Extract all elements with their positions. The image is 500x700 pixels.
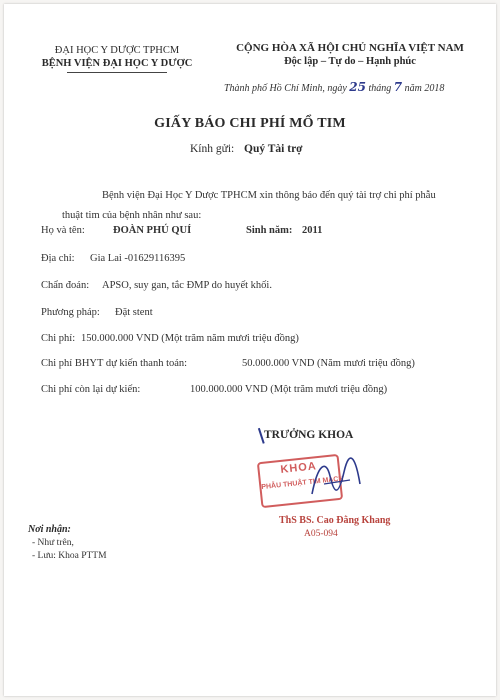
patient-name: ĐOÀN PHÚ QUÍ (113, 225, 192, 236)
signature-title: TRƯỞNG KHOA (264, 429, 354, 441)
date-year: năm 2018 (404, 83, 445, 94)
birth-year-label: Sinh năm: (246, 225, 293, 236)
patient-name-label: Họ và tên: (41, 225, 85, 236)
insurance-cost-value: 50.000.000 VND (Năm mươi triệu đồng) (242, 358, 415, 369)
recipient-item: - Như trên, (32, 538, 74, 548)
hospital-header (32, 44, 202, 73)
handwritten-signature-icon (304, 454, 364, 504)
address-label: Địa chỉ: (41, 253, 75, 264)
header-underline (67, 72, 167, 73)
date-month: 7 (393, 80, 403, 94)
diagnosis-label: Chẩn đoán: (41, 280, 90, 291)
date-line (224, 80, 444, 94)
remaining-cost-value: 100.000.000 VND (Một trăm mươi triệu đồng) (190, 384, 388, 395)
greeting-recipient: Quý Tài trợ (244, 143, 303, 155)
document-title: GIẤY BÁO CHI PHÍ MỔ TIM (154, 116, 346, 131)
total-cost-value: 150.000.000 VND (Một trăm năm mươi triệu đồng) (81, 333, 299, 344)
national-header (216, 42, 484, 68)
greeting-label: Kính gửi: (190, 143, 235, 155)
recipient-item: - Lưu: Khoa PTTM (32, 551, 107, 561)
remaining-cost-label: Chi phí còn lại dự kiến: (41, 384, 141, 395)
date-prefix: Thành phố Hồ Chí Minh, ngày (224, 83, 347, 94)
total-cost-label: Chi phí: (41, 333, 76, 344)
intro-line-1: Bệnh viện Đại Học Y Dược TPHCM xin thông báo đến quý tài trợ chi phí phẫu (102, 190, 436, 201)
university-name: ĐẠI HỌC Y DƯỢC TPHCM (54, 45, 180, 56)
address-value: Gia Lai -01629116395 (90, 253, 186, 264)
date-month-word: tháng (368, 83, 392, 94)
intro-paragraph (62, 186, 472, 226)
national-title: CỘNG HÒA XÃ HỘI CHỦ NGHĨA VIỆT NAM (236, 42, 464, 54)
signer-code: A05-094 (304, 529, 338, 539)
national-motto: Độc lập – Tự do – Hạnh phúc (284, 56, 416, 67)
method-label: Phương pháp: (41, 307, 100, 318)
intro-line-2: thuật tim của bệnh nhân như sau: (62, 210, 202, 221)
recipients-title: Nơi nhận: (28, 524, 71, 535)
hospital-name: BỆNH VIỆN ĐẠI HỌC Y DƯỢC (41, 58, 193, 69)
method-value: Đặt stent (115, 307, 153, 318)
document-page (4, 4, 496, 696)
insurance-cost-label: Chi phí BHYT dự kiến thanh toán: (41, 358, 188, 369)
diagnosis-value: APSO, suy gan, tắc ĐMP do huyết khối. (102, 280, 272, 291)
stamp-line-1: KHOA (279, 460, 318, 476)
signer-name: ThS BS. Cao Đằng Khang (279, 515, 391, 526)
birth-year: 2011 (302, 225, 323, 236)
stamp-line-2: PHẪU THUẬT TIM MẠCH (261, 475, 344, 492)
date-day: 25 (349, 80, 366, 94)
